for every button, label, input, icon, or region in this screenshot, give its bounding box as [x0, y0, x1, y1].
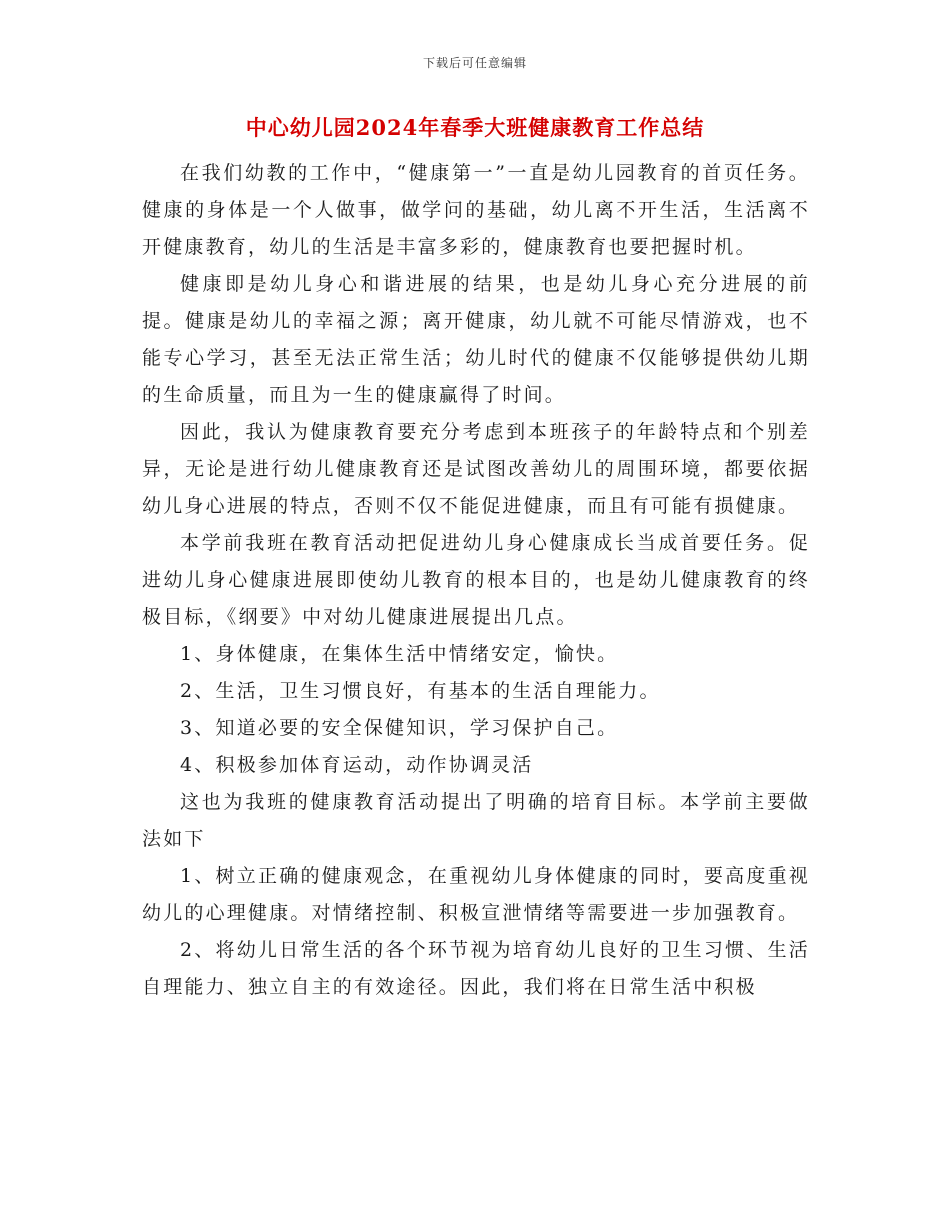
- document-title: 中心幼儿园2024年春季大班健康教育工作总结: [245, 115, 705, 140]
- paragraph: 2、将幼儿日常生活的各个环节视为培育幼儿良好的卫生习惯、生活自理能力、独立自主的有效途径。因此，我们将在日常生活中积极: [142, 939, 810, 998]
- list-item: 1、身体健康，在集体生活中情绪安定，愉快。: [180, 643, 619, 665]
- list-item: 3、知道必要的安全保健知识，学习保护自己。: [180, 717, 619, 739]
- header-note: 下载后可任意编辑: [422, 56, 527, 70]
- paragraph: 因此，我认为健康教育要充分考虑到本班孩子的年龄特点和个别差异，无论是进行幼儿健康教育还是试图改善幼儿的周围环境，都要依据幼儿身心进展的特点，否则不仅不能促进健康，而且有可能有损健康。: [142, 421, 810, 517]
- document-body: [142, 155, 810, 1006]
- paragraph: 健康即是幼儿身心和谐进展的结果，也是幼儿身心充分进展的前提。健康是幼儿的幸福之源；离开健康，幼儿就不可能尽情游戏，也不能专心学习，甚至无法正常生活；幼儿时代的健康不仅能够提供幼儿期的生命质量，而且为一生的健康赢得了时间。: [142, 273, 810, 406]
- paragraph: 本学前我班在教育活动把促进幼儿身心健康成长当成首要任务。促进幼儿身心健康进展即使幼儿教育的根本目的，也是幼儿健康教育的终极目标，《纲要》中对幼儿健康进展提出几点。: [142, 532, 810, 628]
- paragraph: 这也为我班的健康教育活动提出了明确的培育目标。本学前主要做法如下: [142, 791, 810, 850]
- paragraph: 1、树立正确的健康观念，在重视幼儿身体健康的同时，要高度重视幼儿的心理健康。对情绪控制、积极宣泄情绪等需要进一步加强教育。: [142, 865, 810, 924]
- list-item: 2、生活，卫生习惯良好，有基本的生活自理能力。: [180, 680, 661, 702]
- paragraph: 在我们幼教的工作中，“健康第一”一直是幼儿园教育的首页任务。健康的身体是一个人做事，做学问的基础，幼儿离不开生活，生活离不开健康教育，幼儿的生活是丰富多彩的，健康教育也要把握时机。: [142, 162, 810, 258]
- list-item: 4、积极参加体育运动，动作协调灵活: [180, 754, 534, 776]
